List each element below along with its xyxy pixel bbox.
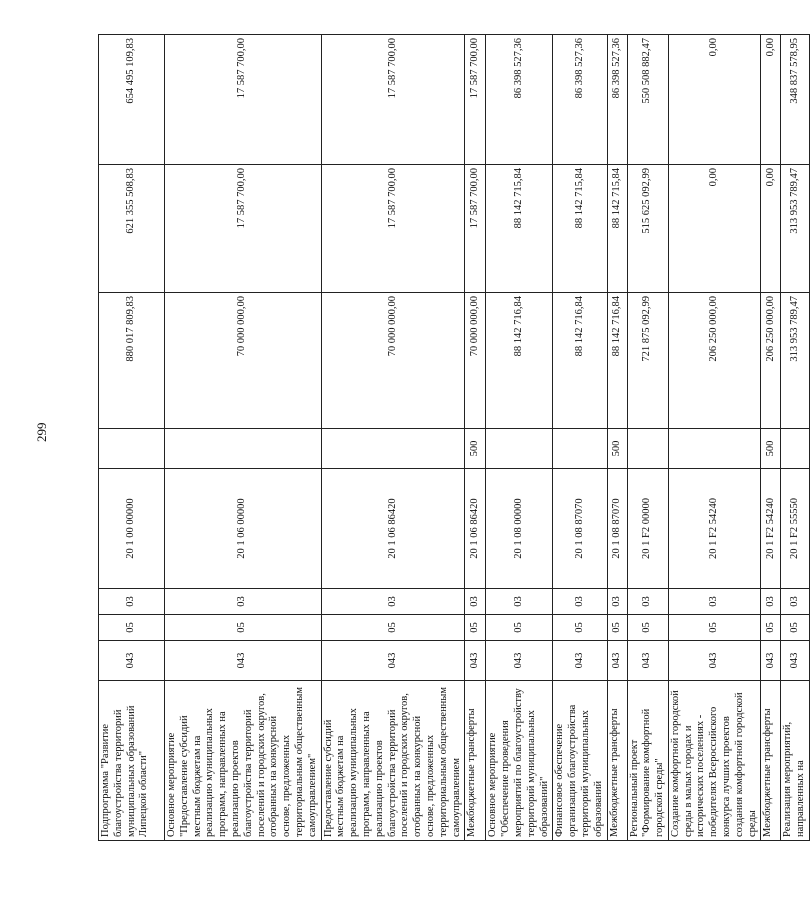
amount-year2-cell: 17 587 700,00 — [321, 165, 465, 293]
amount-year3-cell: 550 508 882,47 — [627, 35, 668, 165]
expense-type-cell: 500 — [761, 429, 781, 469]
podrazdel-code-cell: 03 — [165, 589, 322, 615]
amount-year1-cell: 721 875 092,99 — [627, 293, 668, 429]
razdel-code-cell: 05 — [553, 615, 607, 641]
glava-code-cell: 043 — [553, 641, 607, 681]
podrazdel-code-cell: 03 — [321, 589, 465, 615]
table-row — [321, 35, 465, 841]
glava-code-cell: 043 — [165, 641, 322, 681]
amount-year1-cell: 313 953 789,47 — [781, 293, 810, 429]
expense-type-cell — [781, 429, 810, 469]
expense-type-cell — [486, 429, 553, 469]
amount-year3-cell: 17 587 700,00 — [165, 35, 322, 165]
amount-year2-cell: 88 142 715,84 — [553, 165, 607, 293]
row-name-cell: Основное мероприятие "Предоставление субсидий местным бюджетам на реализацию муниципальных программ, направленных на реализацию проектов благоустройства территорий поселений и городских округов, отобранных на конкурсной основе, предложенных территориальным общественным самоуправлением" — [165, 681, 322, 841]
amount-year1-cell: 206 250 000,00 — [668, 293, 761, 429]
amount-year2-cell: 313 953 789,47 — [781, 165, 810, 293]
amount-year1-cell: 880 017 809,83 — [99, 293, 165, 429]
target-article-cell: 20 1 F2 54240 — [668, 469, 761, 589]
amount-year2-cell: 17 587 700,00 — [465, 165, 486, 293]
page-number: 299 — [34, 422, 49, 442]
expense-type-cell — [668, 429, 761, 469]
amount-year1-cell: 70 000 000,00 — [165, 293, 322, 429]
target-article-cell: 20 1 06 86420 — [321, 469, 465, 589]
amount-year1-cell: 88 142 716,84 — [607, 293, 627, 429]
glava-code-cell: 043 — [486, 641, 553, 681]
glava-code-cell: 043 — [761, 641, 781, 681]
amount-year3-cell: 17 587 700,00 — [321, 35, 465, 165]
target-article-cell: 20 1 06 86420 — [465, 469, 486, 589]
expense-type-cell — [627, 429, 668, 469]
table-body — [99, 35, 810, 841]
amount-year1-cell: 88 142 716,84 — [553, 293, 607, 429]
target-article-cell: 20 1 06 00000 — [165, 469, 322, 589]
glava-code-cell: 043 — [781, 641, 810, 681]
target-article-cell: 20 1 F2 00000 — [627, 469, 668, 589]
row-name-cell: Создание комфортной городской среды в малых городах и исторических поселениях - победителях Всероссийского конкурса лучших проектов создания комфортной городской среды — [668, 681, 761, 841]
amount-year3-cell: 0,00 — [761, 35, 781, 165]
table-row — [627, 35, 668, 841]
glava-code-cell: 043 — [668, 641, 761, 681]
razdel-code-cell: 05 — [465, 615, 486, 641]
amount-year1-cell: 88 142 716,84 — [486, 293, 553, 429]
amount-year2-cell: 0,00 — [761, 165, 781, 293]
amount-year3-cell: 86 398 527,36 — [486, 35, 553, 165]
amount-year3-cell: 654 495 109,83 — [99, 35, 165, 165]
target-article-cell: 20 1 08 00000 — [486, 469, 553, 589]
budget-table-rotated — [98, 35, 807, 841]
razdel-code-cell: 05 — [761, 615, 781, 641]
glava-code-cell: 043 — [321, 641, 465, 681]
podrazdel-code-cell: 03 — [553, 589, 607, 615]
podrazdel-code-cell: 03 — [465, 589, 486, 615]
row-name-cell: Региональный проект "Формирование комфортной городской среды" — [627, 681, 668, 841]
razdel-code-cell: 05 — [781, 615, 810, 641]
razdel-code-cell: 05 — [627, 615, 668, 641]
row-name-cell: Финансовое обеспечение организации благоустройства территорий муниципальных образований — [553, 681, 607, 841]
target-article-cell: 20 1 F2 55550 — [781, 469, 810, 589]
podrazdel-code-cell: 03 — [99, 589, 165, 615]
row-name-cell: Реализация мероприятий, направленных на — [781, 681, 810, 841]
razdel-code-cell: 05 — [668, 615, 761, 641]
glava-code-cell: 043 — [607, 641, 627, 681]
podrazdel-code-cell: 03 — [627, 589, 668, 615]
expense-type-cell — [165, 429, 322, 469]
table-row — [761, 35, 781, 841]
expense-type-cell — [553, 429, 607, 469]
budget-table — [98, 34, 810, 841]
expense-type-cell — [99, 429, 165, 469]
amount-year3-cell: 86 398 527,36 — [607, 35, 627, 165]
row-name-cell: Предоставление субсидий местным бюджетам на реализацию муниципальных программ, направленных на реализацию проектов благоустройства территорий поселений и городских округов, отобранных на конкурсной основе, предложенных территориальным общественным самоуправлением — [321, 681, 465, 841]
table-row — [607, 35, 627, 841]
table-row — [553, 35, 607, 841]
razdel-code-cell: 05 — [486, 615, 553, 641]
amount-year2-cell: 621 355 508,83 — [99, 165, 165, 293]
amount-year1-cell: 70 000 000,00 — [465, 293, 486, 429]
podrazdel-code-cell: 03 — [781, 589, 810, 615]
target-article-cell: 20 1 08 87070 — [553, 469, 607, 589]
target-article-cell: 20 1 00 00000 — [99, 469, 165, 589]
podrazdel-code-cell: 03 — [761, 589, 781, 615]
row-name-cell: Межбюджетные трансферты — [761, 681, 781, 841]
amount-year1-cell: 70 000 000,00 — [321, 293, 465, 429]
glava-code-cell: 043 — [627, 641, 668, 681]
table-row — [165, 35, 322, 841]
amount-year2-cell: 0,00 — [668, 165, 761, 293]
glava-code-cell: 043 — [99, 641, 165, 681]
table-row — [99, 35, 165, 841]
table-row — [465, 35, 486, 841]
podrazdel-code-cell: 03 — [668, 589, 761, 615]
row-name-cell: Подпрограмма "Развитие благоустройства территорий муниципальных образований Липецкой области" — [99, 681, 165, 841]
expense-type-cell — [321, 429, 465, 469]
table-row — [668, 35, 761, 841]
razdel-code-cell: 05 — [321, 615, 465, 641]
table-row — [486, 35, 553, 841]
amount-year2-cell: 17 587 700,00 — [165, 165, 322, 293]
amount-year3-cell: 348 837 578,95 — [781, 35, 810, 165]
podrazdel-code-cell: 03 — [486, 589, 553, 615]
row-name-cell: Основное мероприятие "Обеспечение проведения мероприятий по благоустройству территорий муниципальных образований" — [486, 681, 553, 841]
glava-code-cell: 043 — [465, 641, 486, 681]
podrazdel-code-cell: 03 — [607, 589, 627, 615]
amount-year3-cell: 0,00 — [668, 35, 761, 165]
table-row — [781, 35, 810, 841]
amount-year2-cell: 88 142 715,84 — [607, 165, 627, 293]
target-article-cell: 20 1 F2 54240 — [761, 469, 781, 589]
amount-year3-cell: 86 398 527,36 — [553, 35, 607, 165]
expense-type-cell: 500 — [607, 429, 627, 469]
expense-type-cell: 500 — [465, 429, 486, 469]
row-name-cell: Межбюджетные трансферты — [465, 681, 486, 841]
amount-year2-cell: 515 625 092,99 — [627, 165, 668, 293]
razdel-code-cell: 05 — [99, 615, 165, 641]
amount-year3-cell: 17 587 700,00 — [465, 35, 486, 165]
row-name-cell: Межбюджетные трансферты — [607, 681, 627, 841]
razdel-code-cell: 05 — [607, 615, 627, 641]
amount-year2-cell: 88 142 715,84 — [486, 165, 553, 293]
amount-year1-cell: 206 250 000,00 — [761, 293, 781, 429]
razdel-code-cell: 05 — [165, 615, 322, 641]
target-article-cell: 20 1 08 87070 — [607, 469, 627, 589]
